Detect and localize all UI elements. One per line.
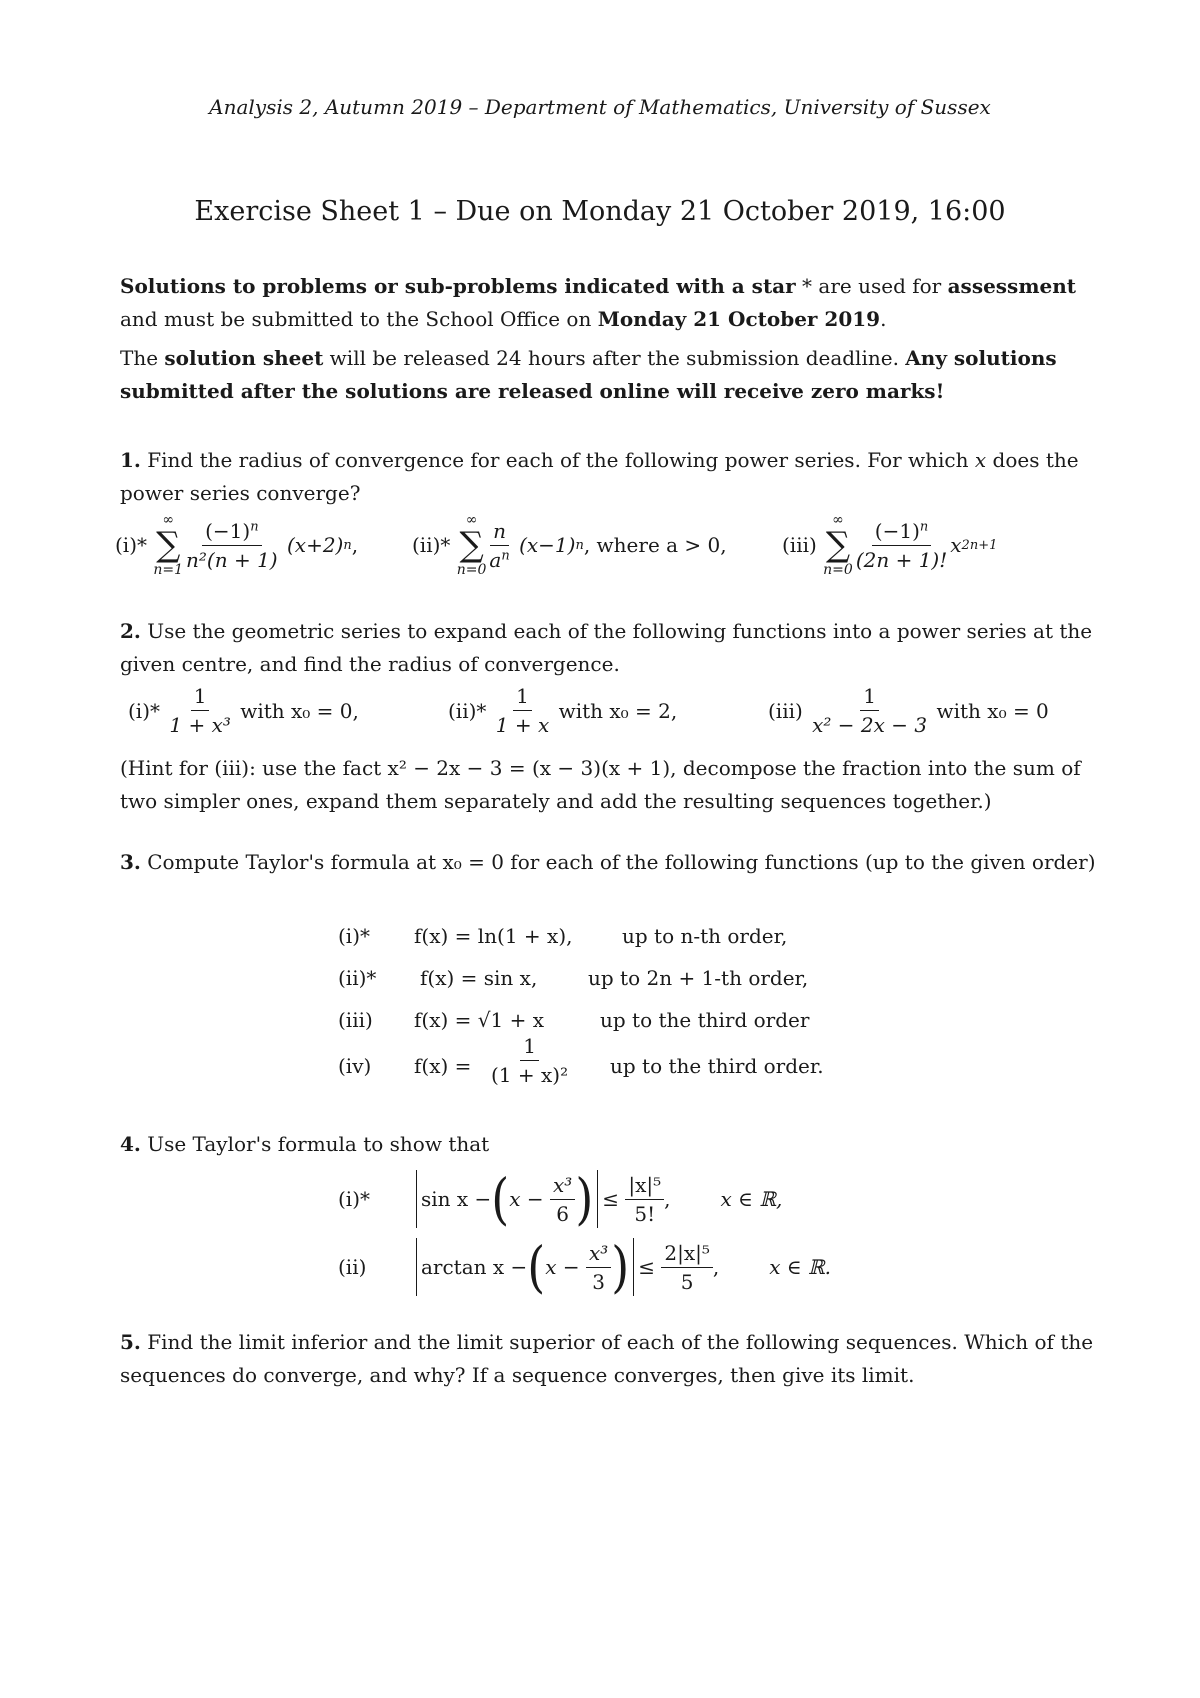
problem-text: does the power series converge? xyxy=(120,448,1079,505)
sigma: ∑ xyxy=(459,525,484,565)
fraction xyxy=(625,1173,664,1226)
frac-num: 1 xyxy=(520,1034,539,1061)
sub-label: (ii) xyxy=(338,1255,367,1279)
problem-number: 3. xyxy=(120,850,141,874)
sup: n xyxy=(501,547,510,563)
sum-lower: n=1 xyxy=(153,562,184,578)
sub-label: (iii) xyxy=(782,533,817,557)
problem-4-inequality-i xyxy=(338,1166,783,1232)
problem-number: 2. xyxy=(120,619,141,643)
frac-den: (2n + 1)! xyxy=(855,547,948,572)
sub-label: (iii) xyxy=(768,698,803,723)
order: up to n-th order, xyxy=(622,924,788,948)
problem-3-item-ii xyxy=(338,966,809,990)
intro-solution-paragraph xyxy=(120,342,1100,408)
problem-number: 1. xyxy=(120,448,141,472)
sub-label: (ii)* xyxy=(412,533,451,557)
frac-num: 2|x|⁵ xyxy=(661,1241,713,1268)
fraction xyxy=(493,684,552,737)
fraction xyxy=(488,1034,571,1087)
paren: ( xyxy=(491,1166,510,1232)
summation-symbol xyxy=(823,512,853,578)
sub-label: (i)* xyxy=(128,698,161,723)
sup: 2n+1 xyxy=(961,537,998,553)
frac-num: 1 xyxy=(860,684,879,711)
centre: with x₀ = 0, xyxy=(240,698,359,723)
frac-den: 5! xyxy=(634,1201,656,1226)
frac-den: n²(n + 1) xyxy=(186,547,278,572)
problem-text: Compute Taylor's formula at x₀ = 0 for each of the following functions (up to the given order) xyxy=(140,850,1096,874)
frac-num: (−1) xyxy=(205,518,251,543)
relation: ≤ xyxy=(602,1187,620,1211)
comma: , xyxy=(351,533,359,557)
term: x − xyxy=(509,1187,544,1211)
factor: (x+2) xyxy=(286,533,344,557)
sum-upper: ∞ xyxy=(832,512,844,528)
intro-assessment-paragraph xyxy=(120,270,1100,336)
sup: n xyxy=(250,518,259,534)
intro-star: * xyxy=(795,274,819,298)
intro-period: . xyxy=(880,307,887,331)
frac-num: x³ xyxy=(550,1173,575,1200)
fraction xyxy=(166,684,234,737)
sigma: ∑ xyxy=(156,525,181,565)
frac-num: x³ xyxy=(586,1241,611,1268)
intro-bold-star: Solutions to problems or sub-problems indicated with a star xyxy=(120,274,796,298)
problem-3-item-i xyxy=(338,924,788,948)
fraction xyxy=(853,519,950,572)
sub-label: (ii)* xyxy=(448,698,487,723)
problem-variable: x xyxy=(974,448,987,472)
frac-num: |x|⁵ xyxy=(625,1173,664,1200)
problem-1-series-ii xyxy=(412,512,727,578)
summation-symbol xyxy=(457,512,487,578)
function: f(x) = xyxy=(414,1054,472,1078)
problem-1-series-i xyxy=(115,512,358,578)
problem-text: Find the limit inferior and the limit superior of each of the following sequences. Which of the sequences do converge, and why? If a sequence converges, then give its limit. xyxy=(120,1330,1094,1387)
intro-bold-solution-sheet: solution sheet xyxy=(164,346,324,370)
frac-den: 6 xyxy=(556,1201,570,1226)
domain: x ∈ ℝ, xyxy=(720,1187,783,1211)
frac-den: 3 xyxy=(592,1269,606,1294)
abs-bar xyxy=(633,1238,634,1296)
abs-bar xyxy=(416,1238,417,1296)
function: arctan x − xyxy=(421,1255,528,1279)
paren: ) xyxy=(611,1234,630,1300)
problem-number: 4. xyxy=(120,1132,141,1156)
sub-label: (ii)* xyxy=(338,966,377,990)
fraction xyxy=(550,1173,575,1226)
problem-text: Find the radius of convergence for each of the following power series. For which xyxy=(140,448,975,472)
frac-den: (1 + x)² xyxy=(491,1063,569,1087)
frac-num: 1 xyxy=(191,684,210,711)
frac-num: 1 xyxy=(513,684,532,711)
function: f(x) = √1 + x xyxy=(414,1008,544,1032)
intro-bold-assessment: assessment xyxy=(947,274,1076,298)
problem-text: Use the geometric series to expand each of the following functions into a power series at the given centre, and find the radius of convergence. xyxy=(120,619,1093,676)
sup: n xyxy=(575,537,584,553)
abs-bar xyxy=(597,1170,598,1228)
frac-den: 1 + x³ xyxy=(169,713,231,737)
problem-1-series-iii xyxy=(782,512,997,578)
sum-lower: n=0 xyxy=(823,562,853,578)
summation-symbol xyxy=(153,512,183,578)
term: x − xyxy=(545,1255,580,1279)
problem-2-function-iii xyxy=(768,684,1049,737)
frac-den: 1 + x xyxy=(495,713,550,737)
problem-3-item-iii xyxy=(338,1008,810,1032)
factor: (x−1) xyxy=(519,533,576,557)
sub-label: (i)* xyxy=(115,533,148,557)
problem-4-inequality-ii xyxy=(338,1234,832,1300)
frac-num: n xyxy=(490,519,509,546)
order: up to the third order xyxy=(600,1008,810,1032)
intro-text: are used for xyxy=(818,274,948,298)
abs-bar xyxy=(416,1170,417,1228)
page-title: Exercise Sheet 1 – Due on Monday 21 October 2019, 16:00 xyxy=(194,196,1006,227)
relation: ≤ xyxy=(638,1255,656,1279)
sup: n xyxy=(919,518,929,534)
frac-num: (−1) xyxy=(874,518,920,543)
problem-number: 5. xyxy=(120,1330,141,1354)
sub-label: (iii) xyxy=(338,1008,373,1032)
intro-text: will be released 24 hours after the submission deadline. xyxy=(323,346,906,370)
problem-2-hint: (Hint for (iii): use the fact x² − 2x − 3 = (x − 3)(x + 1), decompose the fraction into the sum of two simpler ones, expand them separately and add the resulting sequences together.) xyxy=(120,756,1081,813)
frac-den: 5 xyxy=(680,1269,694,1294)
fraction xyxy=(486,519,512,572)
condition: , where a > 0, xyxy=(583,533,727,557)
sub-label: (iv) xyxy=(338,1054,372,1078)
intro-text: and must be submitted to the School Office on xyxy=(120,307,598,331)
problem-5-statement xyxy=(120,1326,1100,1392)
problem-text: Use Taylor's formula to show that xyxy=(140,1132,490,1156)
sum-lower: n=0 xyxy=(456,562,487,578)
sub-label: (i)* xyxy=(338,924,371,948)
comma: , xyxy=(712,1255,720,1279)
order: up to the third order. xyxy=(610,1054,824,1078)
centre: with x₀ = 2, xyxy=(558,698,678,723)
problem-3-statement xyxy=(120,846,1100,879)
problem-2-function-ii xyxy=(448,684,677,737)
intro-bold-warning: Any solutions submitted after the solutions are released online will receive zero marks! xyxy=(120,346,1057,403)
sub-label: (i)* xyxy=(338,1187,371,1211)
frac-den: a xyxy=(489,547,502,572)
paren: ( xyxy=(527,1234,546,1300)
problem-4-statement xyxy=(120,1128,1100,1161)
fraction xyxy=(586,1241,611,1294)
centre: with x₀ = 0 xyxy=(936,698,1049,723)
comma: , xyxy=(664,1187,671,1211)
function: f(x) = sin x, xyxy=(420,966,538,990)
fraction xyxy=(809,684,930,737)
order: up to 2n + 1-th order, xyxy=(588,966,809,990)
intro-text: The xyxy=(120,346,165,370)
fraction xyxy=(661,1241,713,1294)
page-header: Analysis 2, Autumn 2019 – Department of Mathematics, University of Sussex xyxy=(209,95,991,119)
function: f(x) = ln(1 + x), xyxy=(414,924,573,948)
sum-upper: ∞ xyxy=(465,512,478,528)
paren: ) xyxy=(575,1166,594,1232)
frac-den: x² − 2x − 3 xyxy=(812,713,928,737)
function: sin x − xyxy=(421,1187,492,1211)
domain: x ∈ ℝ. xyxy=(769,1255,832,1279)
problem-1-statement xyxy=(120,444,1100,510)
intro-bold-date: Monday 21 October 2019 xyxy=(597,307,881,331)
fraction xyxy=(183,519,281,572)
problem-3-item-iv xyxy=(338,1034,824,1087)
problem-2-function-i xyxy=(128,684,359,737)
factor: x xyxy=(950,533,962,557)
sup: n xyxy=(343,537,352,553)
sum-upper: ∞ xyxy=(162,512,175,528)
sigma: ∑ xyxy=(825,525,851,565)
problem-2-statement xyxy=(120,615,1100,681)
